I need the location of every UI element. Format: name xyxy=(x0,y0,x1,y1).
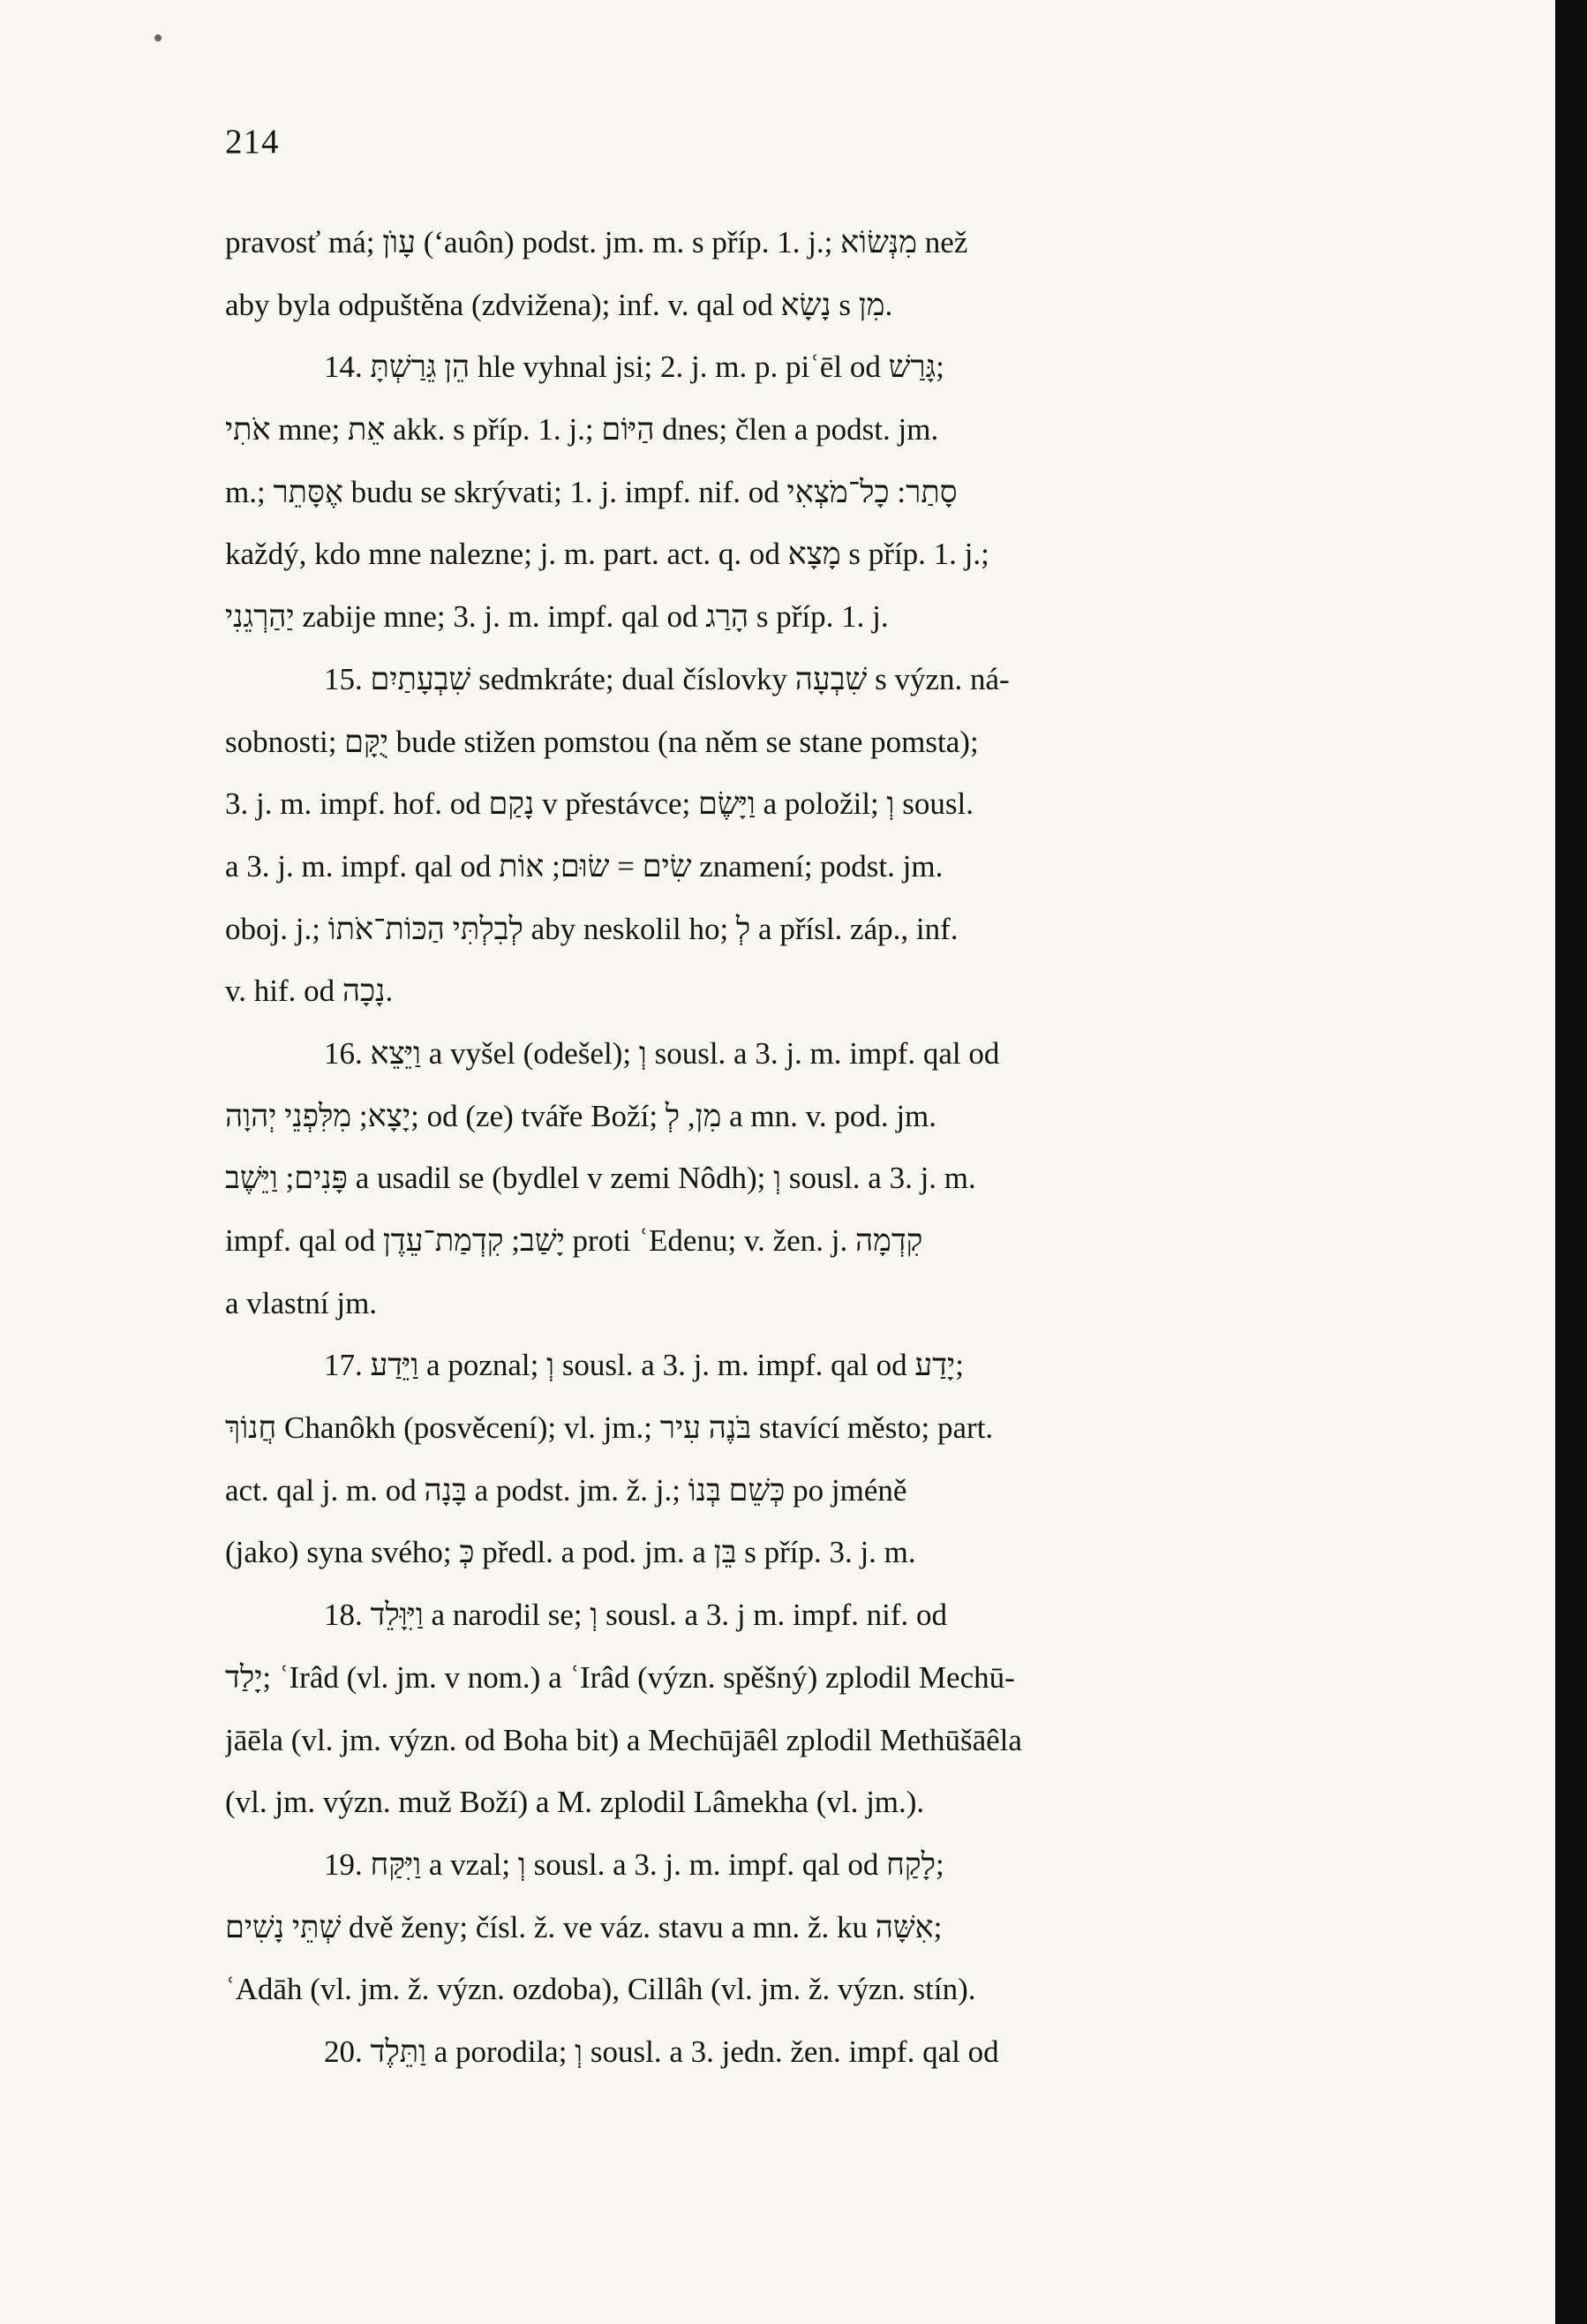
text-line: יָצָא; מִלִּפְנֵי יְהוָה; od (ze) tváře Boží; מִן, לְ a mn. v. pod. jm. xyxy=(225,1098,937,1133)
text-line: פָּנִים; וַיֵּשֶׁב a usadil se (bydlel v zemi Nôdh); וְ sousl. a 3. j. m. xyxy=(225,1161,976,1196)
entry-line: 17. וַיֵּדַע a poznal; וְ sousl. a 3. j. m. impf. qal od יָדַע; xyxy=(324,1348,964,1383)
entry-line: 15. שִׁבְעָתַיִם sedmkráte; dual číslovky שִׁבְעָה s význ. ná- xyxy=(324,661,1010,696)
entry-line: 16. וַיֵּצֵא a vyšel (odešel); וְ sousl. a 3. j. m. impf. qal od xyxy=(324,1035,1000,1071)
text-line: ʿAdāh (vl. jm. ž. význ. ozdoba), Cillâh (vl. jm. ž. význ. stín). xyxy=(225,1972,976,2007)
text-line: אֹתִי mne; אֵת akk. s příp. 1. j.; הַיּוֹם dnes; člen a podst. jm. xyxy=(225,412,939,448)
text-line: act. qal j. m. od בָּנָה a podst. jm. ž. j.; כְּשֵׁם בְּנוֹ po jméně xyxy=(225,1472,907,1508)
text-line: v. hif. od נָכָה. xyxy=(225,974,394,1009)
text-line: každý, kdo mne nalezne; j. m. part. act. q. od מָצָא s příp. 1. j.; xyxy=(225,537,989,572)
text-line: pravosť má; עָוֺן (‘auôn) podst. jm. m. s příp. 1. j.; מִנְּשׂוֹא než xyxy=(225,225,968,259)
entry-line: 20. וַתֵּלֶד a porodila; וְ sousl. a 3. jedn. žen. impf. qal od xyxy=(324,2034,999,2069)
dictionary-text xyxy=(225,212,1386,2084)
text-line: impf. qal od יָשַׁב; קִדְמַת־עֵדֶן proti ʿEdenu; v. žen. j. קִדְמָה xyxy=(225,1223,923,1258)
text-line: (jako) syna svého; כְּ předl. a pod. jm. a בֵּן s příp. 3. j. m. xyxy=(225,1535,916,1570)
entry-line: 19. וַיִּקַּח a vzal; וְ sousl. a 3. j. m. impf. qal od לָקַח; xyxy=(324,1846,944,1882)
text-line: יַהַרְגֵנִי zabije mne; 3. j. m. impf. qal od הָרַג s příp. 1. j. xyxy=(225,599,889,635)
text-line: m.; אֶסָּתֵר budu se skrývati; 1. j. impf. nif. od סָתַר: כָל־מֹצְאִי xyxy=(225,474,958,509)
text-line: יָלַד; ʿIrâd (vl. jm. v nom.) a ʿIrâd (význ. spěšný) zplodil Mechū- xyxy=(225,1659,1015,1695)
text-line: jāēla (vl. jm. význ. od Boha bit) a Mechūjāêl zplodil Methūšāêla xyxy=(225,1722,1022,1757)
text-line: aby byla odpuštěna (zdvižena); inf. v. qal od נָשָׂא s מִן. xyxy=(225,287,893,322)
text-line: חֲנוֹךְ Chanôkh (posvěcení); vl. jm.; בֹּנֶה עִיר stavící město; part. xyxy=(225,1410,994,1446)
text-line: (vl. jm. význ. muž Boží) a M. zplodil Lâmekha (vl. jm.). xyxy=(225,1785,925,1820)
entry-line: 14. הֵן גֵּרַשְׁתָּ hle vyhnal jsi; 2. j. m. p. piʿēl od גָּרַשׁ; xyxy=(324,350,944,385)
text-line: 3. j. m. impf. hof. od נָקַם v přestávce; וַיָּשֶׂם a položil; וְ sousl. xyxy=(225,786,974,822)
text-line: a 3. j. m. impf. qal od שִׂים = שׂוּם; אוֹת znamení; podst. jm. xyxy=(225,848,944,884)
scan-edge xyxy=(1555,0,1587,2324)
entry-line: 18. וַיִּוָּלֵד a narodil se; וְ sousl. a 3. j m. impf. nif. od xyxy=(324,1598,948,1633)
text-line: sobnosti; יֻקָּם bude stižen pomstou (na něm se stane pomsta); xyxy=(225,724,979,759)
text-line: a vlastní jm. xyxy=(225,1285,378,1320)
scan-mark xyxy=(154,34,162,41)
page-number: 214 xyxy=(225,123,280,161)
text-line: שְׁתֵּי נָשִׁים dvě ženy; čísl. ž. ve váz. stavu a mn. ž. ku אִשָּׁה; xyxy=(225,1909,943,1944)
text-line: oboj. j.; לְבִלְתִּי הַכּוֹת־אֹתוֹ aby neskolil ho; לְ a přísl. záp., inf. xyxy=(225,911,959,946)
